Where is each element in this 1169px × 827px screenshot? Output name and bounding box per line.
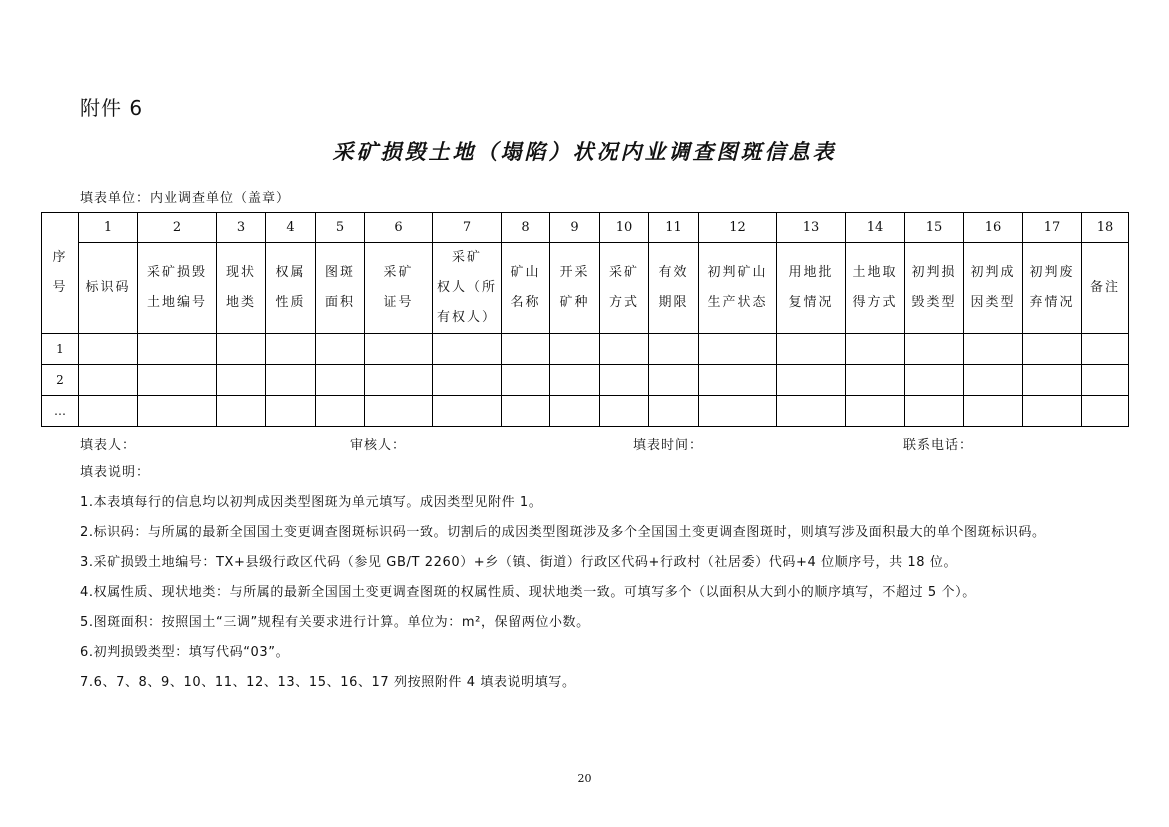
column-header: 备注	[1082, 243, 1129, 334]
column-header: 用地批 复情况	[777, 243, 846, 334]
unit-line: 填表单位：内业调查单位（盖章）	[80, 191, 291, 206]
column-number: 12	[699, 213, 777, 243]
filler-label: 填表人：	[80, 438, 137, 453]
column-number: 6	[365, 213, 433, 243]
column-number: 18	[1082, 213, 1129, 243]
column-number: 1	[79, 213, 138, 243]
instruction-item: 2.标识码：与所属的最新全国国土变更调查图斑标识码一致。切割后的成因类型图斑涉及多个全国国土变更调查图斑时，则填写涉及面积最大的单个图斑标识码。	[80, 525, 1046, 540]
column-header-row	[42, 243, 1129, 334]
column-header: 权属 性质	[266, 243, 316, 334]
column-number: 11	[649, 213, 699, 243]
column-number: 4	[266, 213, 316, 243]
column-header: 初判矿山 生产状态	[699, 243, 777, 334]
column-number: 5	[316, 213, 365, 243]
column-number: 10	[600, 213, 649, 243]
column-number: 8	[502, 213, 550, 243]
reviewer-label: 审核人：	[350, 438, 407, 453]
instructions-heading: 填表说明：	[80, 465, 151, 480]
instruction-item: 3.采矿损毁土地编号：TX+县级行政区代码（参见 GB/T 2260）+乡（镇、街道）行政区代码+行政村（社居委）代码+4 位顺序号，共 18 位。	[80, 555, 958, 570]
row-number: 2	[42, 365, 79, 396]
column-header: 采矿 权人（所 有权人）	[433, 243, 502, 334]
page-title: 采矿损毁土地（塌陷）状况内业调查图斑信息表	[332, 139, 837, 164]
table-row	[42, 334, 1129, 365]
instruction-item: 4.权属性质、现状地类：与所属的最新全国国土变更调查图斑的权属性质、现状地类一致。可填写多个（以面积从大到小的顺序填写，不超过 5 个）。	[80, 585, 976, 600]
column-header: 初判损 毁类型	[905, 243, 964, 334]
annex-label: 附件 6	[80, 96, 144, 120]
column-number: 17	[1023, 213, 1082, 243]
fill-date-label: 填表时间：	[633, 438, 704, 453]
column-header: 现状 地类	[217, 243, 266, 334]
instructions	[80, 464, 1140, 704]
column-number: 2	[138, 213, 217, 243]
instruction-item: 1.本表填每行的信息均以初判成因类型图斑为单元填写。成因类型见附件 1。	[80, 495, 543, 510]
column-header: 标识码	[79, 243, 138, 334]
column-header: 采矿 方式	[600, 243, 649, 334]
column-number-row	[42, 213, 1129, 243]
instruction-item: 7.6、7、8、9、10、11、12、13、15、16、17 列按照附件 4 填表说明填写。	[80, 675, 576, 690]
phone-label: 联系电话：	[903, 438, 974, 453]
table-row	[42, 396, 1129, 427]
row-number: …	[42, 396, 79, 427]
column-header: 初判成 因类型	[964, 243, 1023, 334]
column-number: 7	[433, 213, 502, 243]
page-number: 20	[577, 772, 592, 785]
column-number: 3	[217, 213, 266, 243]
column-header: 采矿损毁 土地编号	[138, 243, 217, 334]
survey-table	[41, 212, 1129, 427]
column-header: 有效 期限	[649, 243, 699, 334]
row-number: 1	[42, 334, 79, 365]
column-number: 13	[777, 213, 846, 243]
column-header: 图斑 面积	[316, 243, 365, 334]
column-header: 初判废 弃情况	[1023, 243, 1082, 334]
column-header: 采矿 证号	[365, 243, 433, 334]
instruction-item: 6.初判损毁类型：填写代码“03”。	[80, 645, 290, 660]
instruction-item: 5.图斑面积：按照国土“三调”规程有关要求进行计算。单位为：m²，保留两位小数。	[80, 615, 590, 630]
column-number: 16	[964, 213, 1023, 243]
column-header: 矿山 名称	[502, 243, 550, 334]
column-number: 9	[550, 213, 600, 243]
table-row	[42, 365, 1129, 396]
column-number: 14	[846, 213, 905, 243]
column-header: 土地取 得方式	[846, 243, 905, 334]
seq-header: 序 号	[42, 213, 79, 334]
column-header: 开采 矿种	[550, 243, 600, 334]
column-number: 15	[905, 213, 964, 243]
